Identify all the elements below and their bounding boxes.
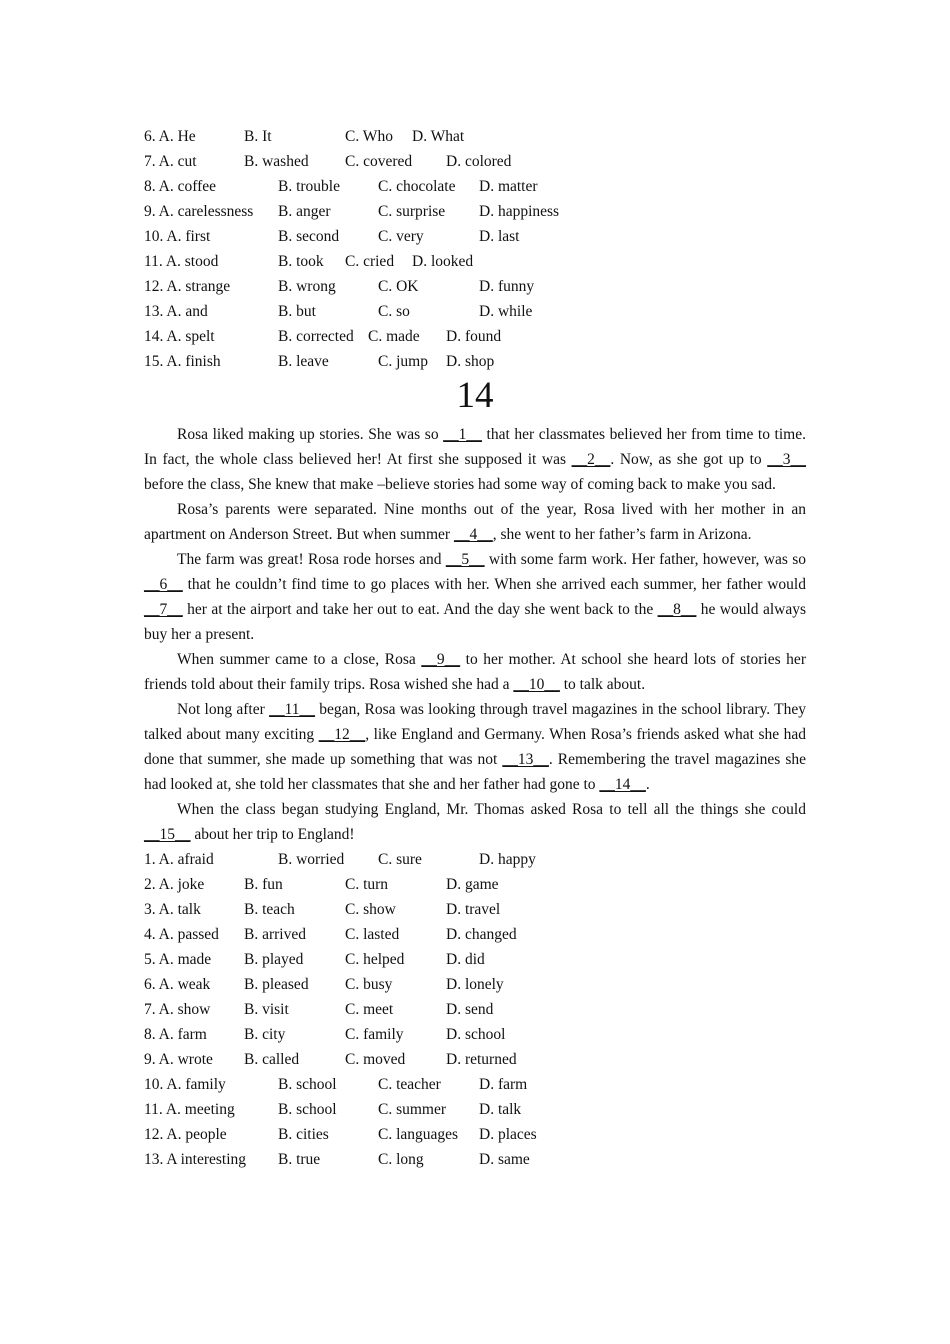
passage-text-run: that he couldn’t find time to go places with her. When she arrived each summer, her father would [182, 576, 806, 593]
option-choice: 9. A. wrote [144, 1051, 213, 1068]
answer-blank: __10__ [513, 676, 560, 693]
passage-text-run: Not long after [177, 701, 270, 718]
answer-blank: __12__ [318, 726, 366, 743]
option-choice: D. same [479, 1151, 530, 1168]
option-choice: C. lasted [345, 926, 400, 943]
option-choice: 8. A. coffee [144, 178, 217, 195]
option-choice: 7. A. show [144, 1001, 211, 1018]
passage-text-run: that her classmates believed her from time to time. In fact, the whole class believed her! At first she supposed it was [144, 426, 806, 468]
option-choice: B. It [244, 128, 272, 145]
passage-text-run: before the class, She knew that make –believe stories had some way of coming back to make you sad. [144, 476, 776, 493]
option-choice: D. school [446, 1026, 506, 1043]
option-choice: 1. A. afraid [144, 851, 214, 868]
option-choice: 10. A. family [144, 1076, 226, 1093]
passage-text-run: her at the airport and take her out to eat. And the day she went back to the [182, 601, 658, 618]
option-row [144, 149, 806, 174]
option-choice: C. chocolate [378, 178, 456, 195]
option-choice: D. places [479, 1126, 537, 1143]
option-choice: C. family [345, 1026, 404, 1043]
option-choice: D. did [446, 951, 485, 968]
option-choice: B. but [278, 303, 316, 320]
passage-paragraph [144, 697, 806, 797]
option-row [144, 947, 806, 972]
option-row [144, 324, 806, 349]
passage-paragraph [144, 647, 806, 697]
option-choice: 4. A. passed [144, 926, 219, 943]
option-choice: D. matter [479, 178, 538, 195]
option-choice: B. worried [278, 851, 345, 868]
passage-text-run: with some farm work. Her father, however, was so [484, 551, 806, 568]
passage-text-run: to her mother. At school she heard lots of stories her friends told about their family trips. Rosa wished she had a [144, 651, 806, 693]
passage-paragraph [144, 547, 806, 647]
option-choice: D. last [479, 228, 520, 245]
option-choice: 9. A. carelessness [144, 203, 254, 220]
option-choice: B. washed [244, 153, 309, 170]
option-choice: D. returned [446, 1051, 517, 1068]
answer-blank: __15__ [144, 826, 191, 843]
passage-text-run: to talk about. [559, 676, 646, 693]
option-choice: 3. A. talk [144, 901, 201, 918]
answer-blank: __2__ [571, 451, 611, 468]
option-choice: 10. A. first [144, 228, 211, 245]
document-page [144, 124, 806, 1172]
passage-text-run: When summer came to a close, Rosa [177, 651, 422, 668]
option-choice: C. cried [345, 253, 395, 270]
option-choice: D. send [446, 1001, 494, 1018]
option-choice: B. second [278, 228, 340, 245]
option-choice: B. played [244, 951, 304, 968]
passage-text-run: . Now, as she got up to [610, 451, 768, 468]
option-choice: B. visit [244, 1001, 289, 1018]
option-choice: 11. A. stood [144, 253, 219, 270]
option-choice: C. surprise [378, 203, 446, 220]
option-choice: B. took [278, 253, 324, 270]
option-row [144, 349, 806, 374]
passage-text-run: . [645, 776, 650, 793]
option-choice: C. teacher [378, 1076, 441, 1093]
option-choice: B. corrected [278, 328, 354, 345]
passage-paragraph [144, 497, 806, 547]
option-choice: B. school [278, 1076, 337, 1093]
option-choice: B. anger [278, 203, 331, 220]
answer-blank: __3__ [767, 451, 806, 468]
option-choice: C. very [378, 228, 424, 245]
bottom-options-list [144, 847, 806, 1172]
option-choice: C. made [368, 328, 420, 345]
option-choice: D. shop [446, 353, 495, 370]
option-row [144, 1097, 806, 1122]
option-row [144, 972, 806, 997]
option-choice: D. game [446, 876, 499, 893]
option-choice: C. sure [378, 851, 422, 868]
answer-blank: __1__ [443, 426, 482, 443]
answer-blank: __4__ [453, 526, 493, 543]
option-choice: C. turn [345, 876, 389, 893]
answer-blank: __14__ [599, 776, 646, 793]
passage-text-run: Rosa’s parents were separated. Nine months out of the year, Rosa lived with her mother in an apartment on Anderson Street. But when summer [144, 501, 806, 543]
option-choice: D. What [412, 128, 465, 145]
option-choice: 11. A. meeting [144, 1101, 235, 1118]
option-choice: D. funny [479, 278, 535, 295]
option-choice: 15. A. finish [144, 353, 221, 370]
option-choice: D. travel [446, 901, 501, 918]
passage-text-run: began, Rosa was looking through travel magazines in the school library. They talked about many exciting [144, 701, 806, 743]
option-choice: B. city [244, 1026, 286, 1043]
option-row [144, 1047, 806, 1072]
option-choice: C. long [378, 1151, 424, 1168]
passage-paragraph [144, 797, 806, 847]
option-choice: C. languages [378, 1126, 459, 1143]
option-choice: B. fun [244, 876, 283, 893]
option-row [144, 174, 806, 199]
option-choice: 12. A. people [144, 1126, 227, 1143]
option-choice: 2. A. joke [144, 876, 205, 893]
option-choice: B. arrived [244, 926, 306, 943]
option-row [144, 1072, 806, 1097]
option-choice: C. meet [345, 1001, 394, 1018]
option-row [144, 299, 806, 324]
option-choice: C. so [378, 303, 410, 320]
option-choice: B. wrong [278, 278, 336, 295]
option-choice: D. lonely [446, 976, 504, 993]
passage-text [144, 422, 806, 847]
option-choice: 6. A. He [144, 128, 196, 145]
option-choice: C. jump [378, 353, 428, 370]
option-choice: D. farm [479, 1076, 528, 1093]
option-row [144, 199, 806, 224]
option-choice: D. looked [412, 253, 474, 270]
passage-text-run: about her trip to England! [190, 826, 355, 843]
option-row [144, 897, 806, 922]
option-row [144, 1022, 806, 1047]
option-choice: 7. A. cut [144, 153, 197, 170]
passage-text-run: Rosa liked making up stories. She was so [177, 426, 444, 443]
option-choice: B. true [278, 1151, 321, 1168]
option-choice: 6. A. weak [144, 976, 211, 993]
option-choice: C. busy [345, 976, 393, 993]
option-choice: C. Who [345, 128, 393, 145]
option-choice: 13. A interesting [144, 1151, 247, 1168]
option-choice: 14. A. spelt [144, 328, 215, 345]
option-row [144, 224, 806, 249]
option-choice: B. teach [244, 901, 295, 918]
option-choice: D. found [446, 328, 502, 345]
passage-text-run: , she went to her father’s farm in Arizona. [492, 526, 752, 543]
option-choice: C. show [345, 901, 396, 918]
answer-blank: __7__ [144, 601, 183, 618]
option-choice: 5. A. made [144, 951, 212, 968]
top-options-list [144, 124, 806, 374]
option-choice: D. changed [446, 926, 517, 943]
option-row [144, 274, 806, 299]
option-row [144, 847, 806, 872]
option-row [144, 1147, 806, 1172]
answer-blank: __6__ [144, 576, 183, 593]
option-choice: B. pleased [244, 976, 309, 993]
option-choice: 13. A. and [144, 303, 208, 320]
passage-paragraph [144, 422, 806, 497]
section-number: 14 [456, 375, 494, 416]
option-choice: B. cities [278, 1126, 329, 1143]
option-choice: B. trouble [278, 178, 340, 195]
answer-blank: __9__ [421, 651, 461, 668]
option-choice: B. called [244, 1051, 300, 1068]
option-choice: 8. A. farm [144, 1026, 207, 1043]
option-choice: B. leave [278, 353, 329, 370]
option-choice: D. colored [446, 153, 512, 170]
passage-text-run: The farm was great! Rosa rode horses and [177, 551, 446, 568]
answer-blank: __11__ [269, 701, 316, 718]
passage-text-run: . Remembering the travel magazines she had looked at, she told her classmates that she and her father had gone to [144, 751, 806, 793]
option-choice: C. summer [378, 1101, 447, 1118]
option-choice: C. covered [345, 153, 413, 170]
option-row [144, 872, 806, 897]
option-choice: B. school [278, 1101, 337, 1118]
option-choice: 12. A. strange [144, 278, 231, 295]
passage-text-run: When the class began studying England, Mr. Thomas asked Rosa to tell all the things she could [177, 801, 806, 818]
option-choice: D. talk [479, 1101, 522, 1118]
option-choice: C. OK [378, 278, 419, 295]
answer-blank: __13__ [502, 751, 549, 768]
option-choice: D. while [479, 303, 533, 320]
option-row [144, 922, 806, 947]
answer-blank: __5__ [445, 551, 485, 568]
answer-blank: __8__ [657, 601, 697, 618]
option-choice: D. happy [479, 851, 536, 868]
passage-text-run: , like England and Germany. When Rosa’s friends asked what she had done that summer, she made up something that was not [144, 726, 806, 768]
option-row [144, 124, 806, 149]
passage-text-run: he would always buy her a present. [144, 601, 807, 643]
option-choice: C. moved [345, 1051, 406, 1068]
option-row [144, 249, 806, 274]
option-choice: D. happiness [479, 203, 560, 220]
option-choice: C. helped [345, 951, 405, 968]
option-row [144, 1122, 806, 1147]
option-row [144, 997, 806, 1022]
